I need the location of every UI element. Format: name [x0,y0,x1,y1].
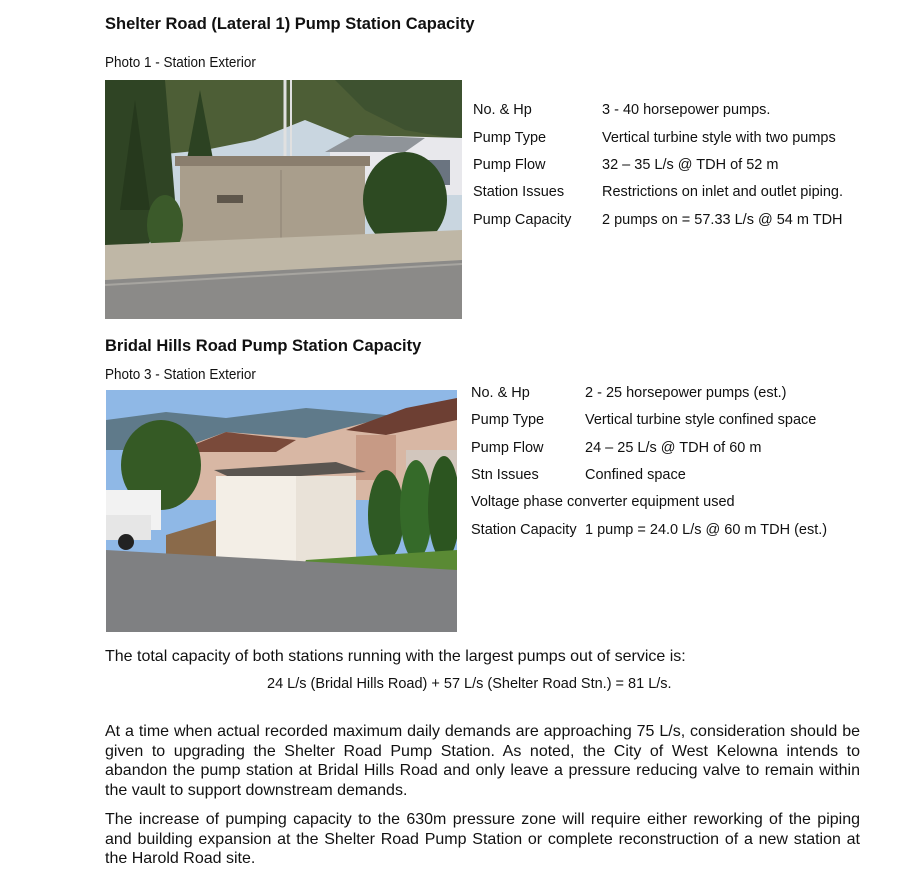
total-capacity-intro: The total capacity of both stations running with the largest pumps out of service is: [105,648,686,665]
photo-caption-3: Photo 3 - Station Exterior [105,366,256,383]
section-title-shelter-road: Shelter Road (Lateral 1) Pump Station Capacity [105,15,475,33]
total-capacity-equation: 24 L/s (Bridal Hills Road) + 57 L/s (Shelter Road Stn.) = 81 L/s. [267,676,672,692]
spec-value: Restrictions on inlet and outlet piping. [602,184,844,200]
paragraph-capacity-increase: The increase of pumping capacity to the 630m pressure zone will require either reworking of the piping and building expansion at the Shelter Road Pump Station or complete reconstruction of a new station at the Harold Road site. [105,811,860,867]
section-title-bridal-hills: Bridal Hills Road Pump Station Capacity [105,337,422,355]
spec-value: Vertical turbine style confined space [585,412,817,428]
spec-label: Station Issues [473,184,565,200]
spec-value: 2 - 25 horsepower pumps (est.) [585,385,787,401]
spec-label: Pump Capacity [473,212,572,228]
voltage-note: Voltage phase converter equipment used [471,494,735,510]
spec-label: Pump Flow [473,157,546,173]
spec-value: Confined space [585,467,686,483]
photo-caption-1: Photo 1 - Station Exterior [105,54,256,71]
spec-value: 2 pumps on = 57.33 L/s @ 54 m TDH [602,212,843,228]
spec-value: 1 pump = 24.0 L/s @ 60 m TDH (est.) [585,522,828,538]
spec-value: 24 – 25 L/s @ TDH of 60 m [585,440,762,456]
spec-label: Pump Type [471,412,545,428]
photo-bridal-hills-station [106,390,457,632]
spec-label: Station Capacity [471,522,577,538]
paragraph-upgrade-consideration: At a time when actual recorded maximum daily demands are approaching 75 L/s, consideration should be given to upgrading the Shelter Road Pump Station. As noted, the City of West Kelowna intends to abandon the pump station at Bridal Hills Road and only leave a pressure reducing valve to remain within the vault to support downstream demands. [105,723,860,799]
spec-value: Vertical turbine style with two pumps [602,130,836,146]
photo-shelter-road-station [105,80,462,319]
spec-label: No. & Hp [471,385,530,401]
spec-label: Pump Type [473,130,547,146]
spec-value: 32 – 35 L/s @ TDH of 52 m [602,157,779,173]
spec-label: No. & Hp [473,102,532,118]
spec-value: 3 - 40 horsepower pumps. [602,102,771,118]
spec-label: Stn Issues [471,467,539,483]
spec-label: Pump Flow [471,440,544,456]
